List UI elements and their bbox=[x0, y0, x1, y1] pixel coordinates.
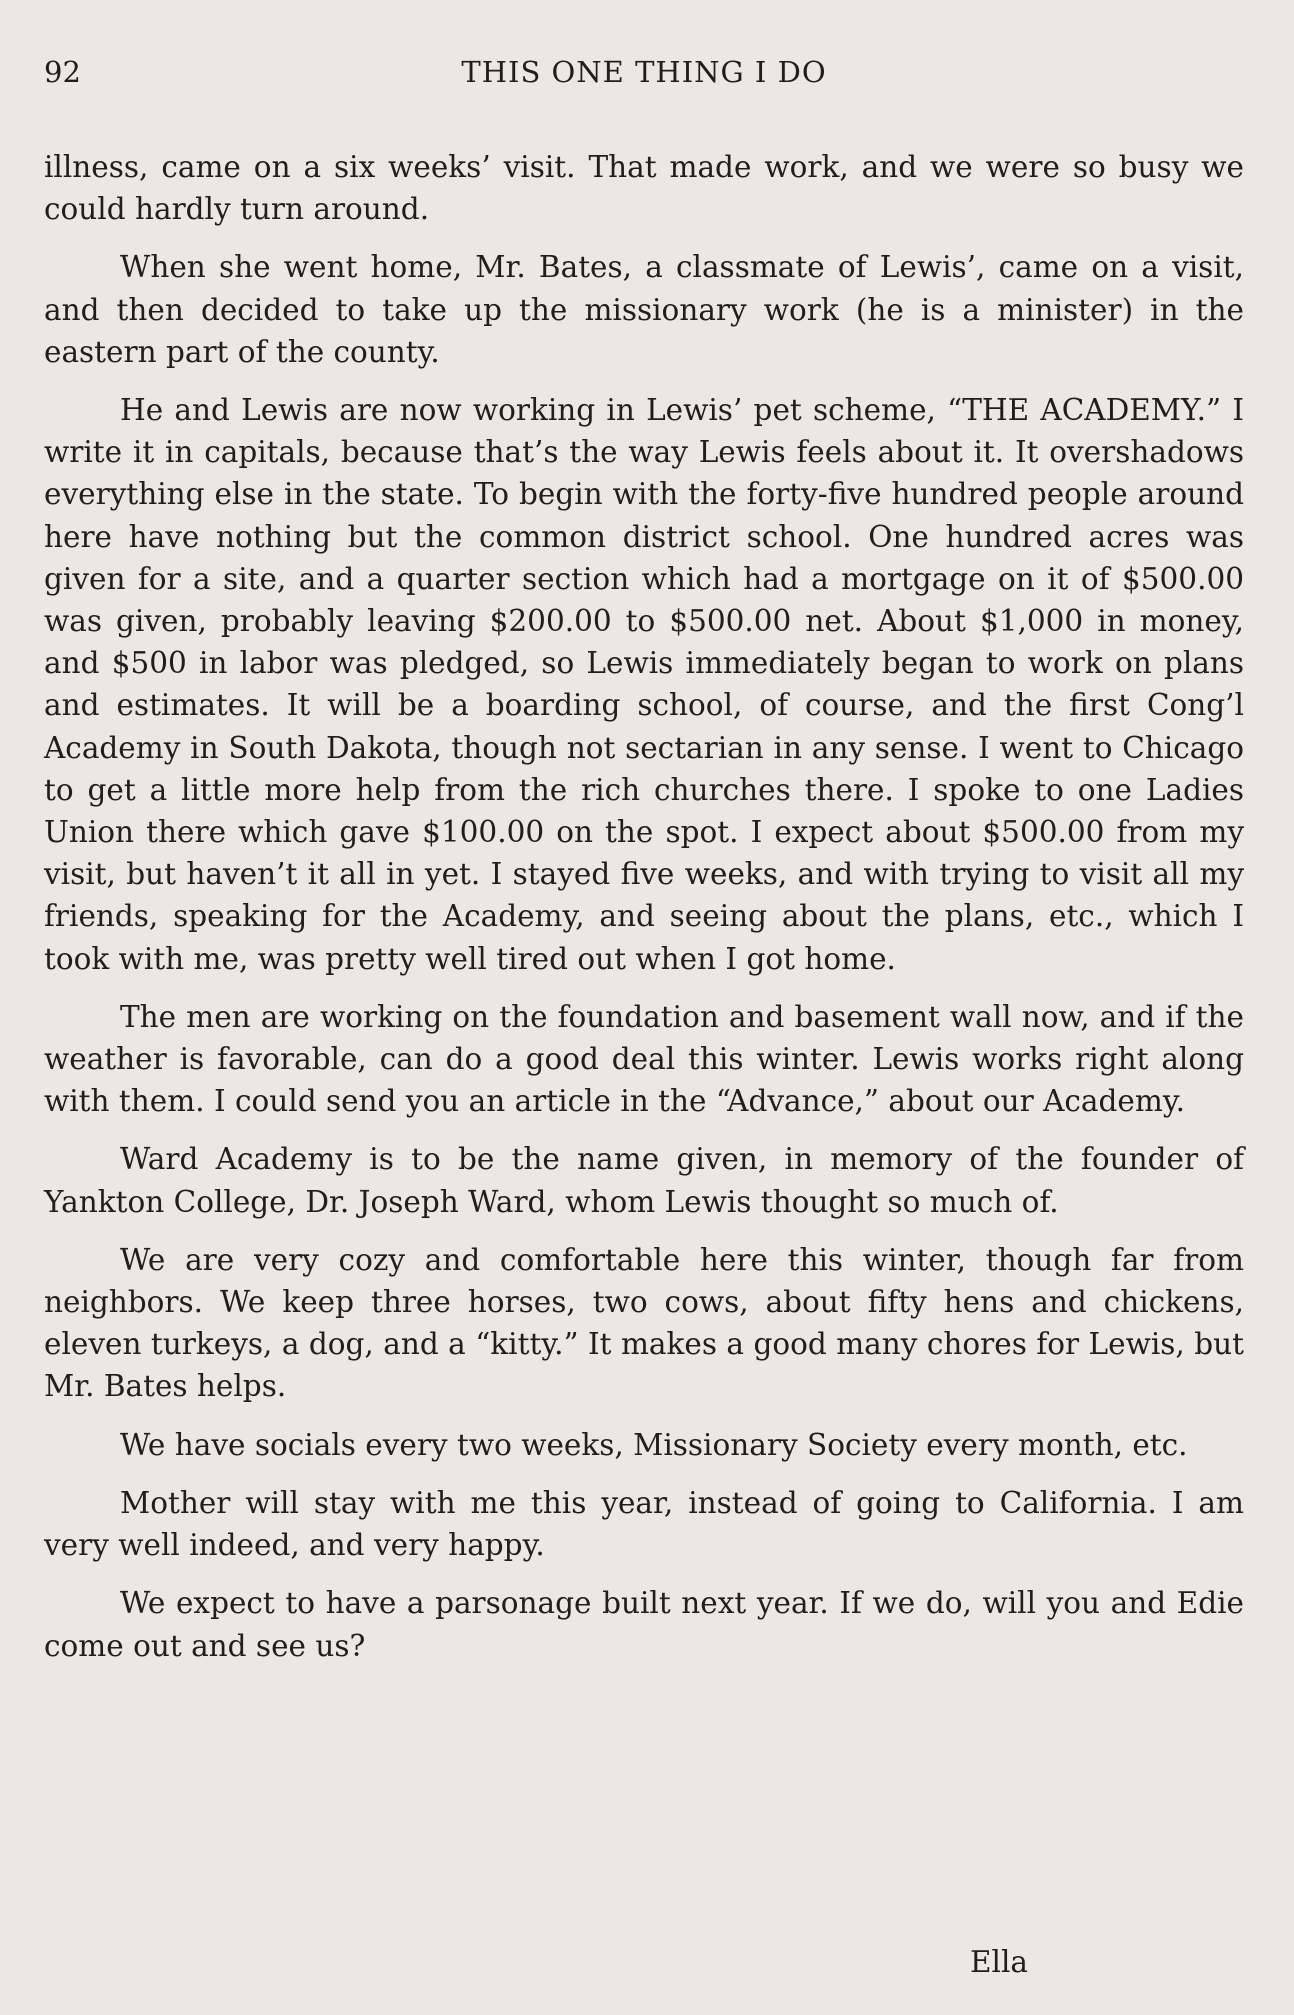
paragraph: When she went home, Mr. Bates, a classmate of Lewis’, came on a visit, and then decided to take up the missionary work (he is a minister) in the eastern part of the county. bbox=[44, 250, 1244, 369]
running-title: THIS ONE THING I DO bbox=[461, 55, 827, 89]
paragraph: Ward Academy is to be the name given, in memory of the founder of Yankton College, Dr. Joseph Ward, whom Lewis thought so much of. bbox=[44, 1142, 1244, 1219]
paragraph: Mother will stay with me this year, instead of going to California. I am very well indeed, and very happy. bbox=[44, 1485, 1244, 1563]
signature: Ella bbox=[970, 1945, 1028, 1979]
page-number: 92 bbox=[44, 55, 81, 89]
letter-body bbox=[44, 146, 1244, 1683]
paragraph: We expect to have a parsonage built next year. If we do, will you and Edie come out and see us? bbox=[44, 1586, 1244, 1663]
paragraph: We have socials every two weeks, Missionary Society every month, etc. bbox=[120, 1427, 1188, 1462]
paragraph: illness, came on a six weeks’ visit. That made work, and we were so busy we could hardly turn around. bbox=[44, 150, 1244, 227]
page-header bbox=[44, 52, 1244, 92]
paragraph: The men are working on the foundation and basement wall now, and if the weather is favorable, can do a good deal this winter. Lewis works right along with them. I could send you an article in the “Advance,” about our Academy. bbox=[44, 999, 1244, 1119]
paragraph: We are very cozy and comfortable here this winter, though far from neighbors. We keep three horses, two cows, about fifty hens and chickens, eleven turkeys, a dog, and a “kitty.” It makes a good many chores for Lewis, but Mr. Bates helps. bbox=[44, 1242, 1244, 1404]
paragraph: He and Lewis are now working in Lewis’ pet scheme, “THE ACADEMY.” I write it in capitals, because that’s the way Lewis feels about it. It overshadows everything else in the state. To begin with the forty-five hundred people around here have nothing but the common district school. One hundred acres was given for a site, and a quarter section which had a mortgage on it of $500.00 was given, probably leaving $200.00 to $500.00 net. About $1,000 in money, and $500 in labor was pledged, so Lewis immediately began to work on plans and estimates. It will be a boarding school, of course, and the first Cong’l Academy in South Dakota, though not sectarian in any sense. I went to Chicago to get a little more help from the rich churches there. I spoke to one Ladies Union there which gave $100.00 on the spot. I expect about $500.00 from my visit, but haven’t it all in yet. I stayed five weeks, and with trying to visit all my friends, speaking for the Academy, and seeing about the plans, etc., which I took with me, was pretty well tired out when I got home. bbox=[44, 393, 1244, 976]
